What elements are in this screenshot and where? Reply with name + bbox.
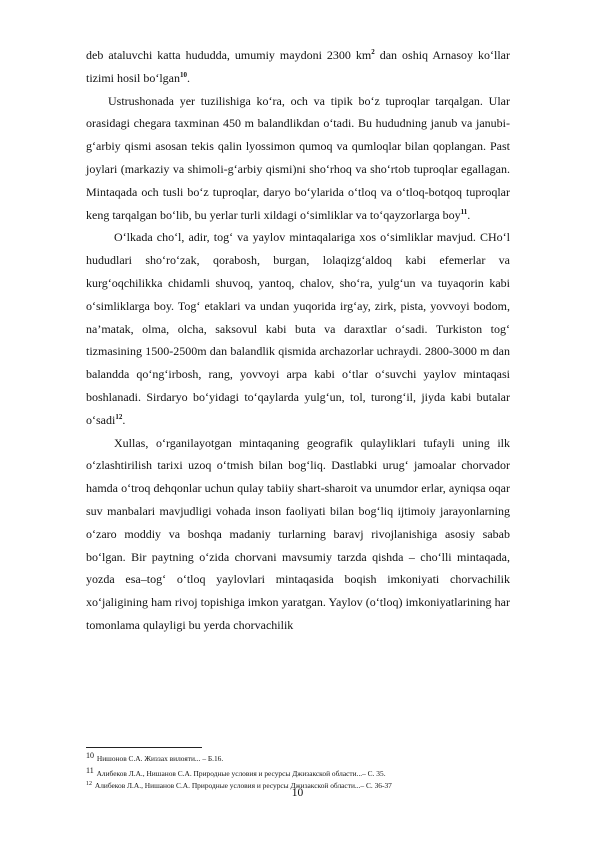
footnote-text: Нишонов С.А. Жиззах вилояти... – Б.16. [96, 754, 224, 763]
paragraph-2-end: . [467, 207, 471, 222]
footnote-ref-10[interactable]: 10 [180, 70, 187, 79]
document-body [86, 44, 510, 637]
paragraph-1-text-b: dan oshiq Arnasoy ko‘llar tizimi hosil bo‘lgan [86, 48, 510, 85]
footnote-divider [86, 747, 202, 748]
paragraph-2 [86, 90, 510, 227]
footnote-number: 11 [86, 765, 94, 775]
superscript-km2: 2 [371, 48, 375, 56]
footnote-number: 10 [86, 751, 94, 760]
paragraph-1 [86, 44, 510, 90]
paragraph-3-text: O‘lkada cho‘l, adir, tog‘ va yaylov mintaqalariga xos o‘simliklar mavjud. CHo‘l hududlari sho‘ro‘zak, qorabosh, burgan, lolaqizg‘aldoq kabi efemerlar va kurg‘oqchilikka chidamli shuvoq, yantoq, chalov, sho‘ra, yulg‘un va tuyaqorin kabi o‘simliklarga boy. Tog‘ etaklari va undan yuqorida irg‘ay, zirk, pista, yovvoyi bodom, na’matak, olma, olcha, saksovul kabi buta va daraxtlar o‘sadi. Turkiston tog‘ tizmasining 1500-2500m dan balandlik qismida archazorlar uchraydi. 2800-3000 m dan balandda qo‘ng‘irbosh, rang, yovvoyi arpa kabi o‘tlar o‘suvchi yaylov mintaqasi boshlanadi. Sirdaryo bo‘yidagi to‘qaylarda yulg‘un, tol, turong‘il, jiyda kabi butalar o‘sadi [86, 230, 510, 427]
paragraph-3-end: . [122, 412, 126, 427]
footnotes-section [86, 747, 510, 792]
footnote-text: Алибеков Л.А., Нишанов С.А. Природные условия и ресурсы Джизакской области...– С. 35. [96, 768, 386, 778]
footnote-10 [86, 750, 510, 765]
footnote-text: Алибеков Л.А., Нишанов С.А. Природные условия и ресурсы Джизакской области...– С. 36-37 [94, 781, 392, 790]
footnote-11 [86, 765, 510, 780]
paragraph-3 [86, 226, 510, 431]
paragraph-4-text: Xullas, o‘rganilayotgan mintaqaning geografik qulayliklari tufayli uning ilk o‘zlashtirilish tarixi uzoq o‘tmish bilan bog‘liq. Dastlabki urug‘ jamoalar chorvador hamda o‘troq dehqonlar uchun qulay tabiiy shart-sharoit va unumdor erlar, ayniqsa oqar suv manbalari mavjudligi vohada inson faoliyati bilan bog‘liq ijtimoiy jarayonlarning o‘zaro moddiy va boshqa madaniy turlarning baravj rivojlanishiga asosiy sabab bo‘lgan. Bir paytning o‘zida chorvani mavsumiy tarzda qishda – cho‘lli mintaqada, yozda esa–tog‘ o‘tloq yaylovlari mintaqasida boqish imkoniyati chorvachilik xo‘jaligining ham rivoj topishiga imkon yaratgan. Yaylov (o‘tloq) imkoniyatlarining har tomonlama qulayligi bu yerda chorvachilik [86, 435, 510, 632]
paragraph-1-end: . [187, 70, 190, 85]
paragraph-1-text-a: deb ataluvchi katta hududda, umumiy maydoni 2300 km [86, 48, 372, 62]
paragraph-2-text: Ustrushonada yer tuzilishiga ko‘ra, och va tipik bo‘z tuproqlar tarqalgan. Ular orasidagi chegara taxminan 450 m balandlikdan o‘tadi. Bu hududning janub va janubi-g‘arbiy qismi asosan tekis qalin lyossimon qumoq va qumloqlar bilan qoplangan. Past joylari (markaziy va shimoli-g‘arbiy qismi)ni sho‘rhoq va sho‘rtob tuproqlar egallagan. Mintaqada och tusli bo‘z tuproqlar, daryo bo‘ylarida o‘tloq va o‘tloq-botqoq tuproqlar keng tarqalgan bo‘lib, bu yerlar turli xildagi o‘simliklar va to‘qayzorlarga boy [86, 93, 510, 222]
paragraph-4 [86, 432, 510, 637]
footnote-ref-11[interactable]: 11 [460, 207, 468, 216]
footnote-ref-12[interactable]: 12 [115, 412, 123, 421]
page-number: 10 [291, 787, 304, 799]
footnote-number: 12 [86, 781, 92, 787]
